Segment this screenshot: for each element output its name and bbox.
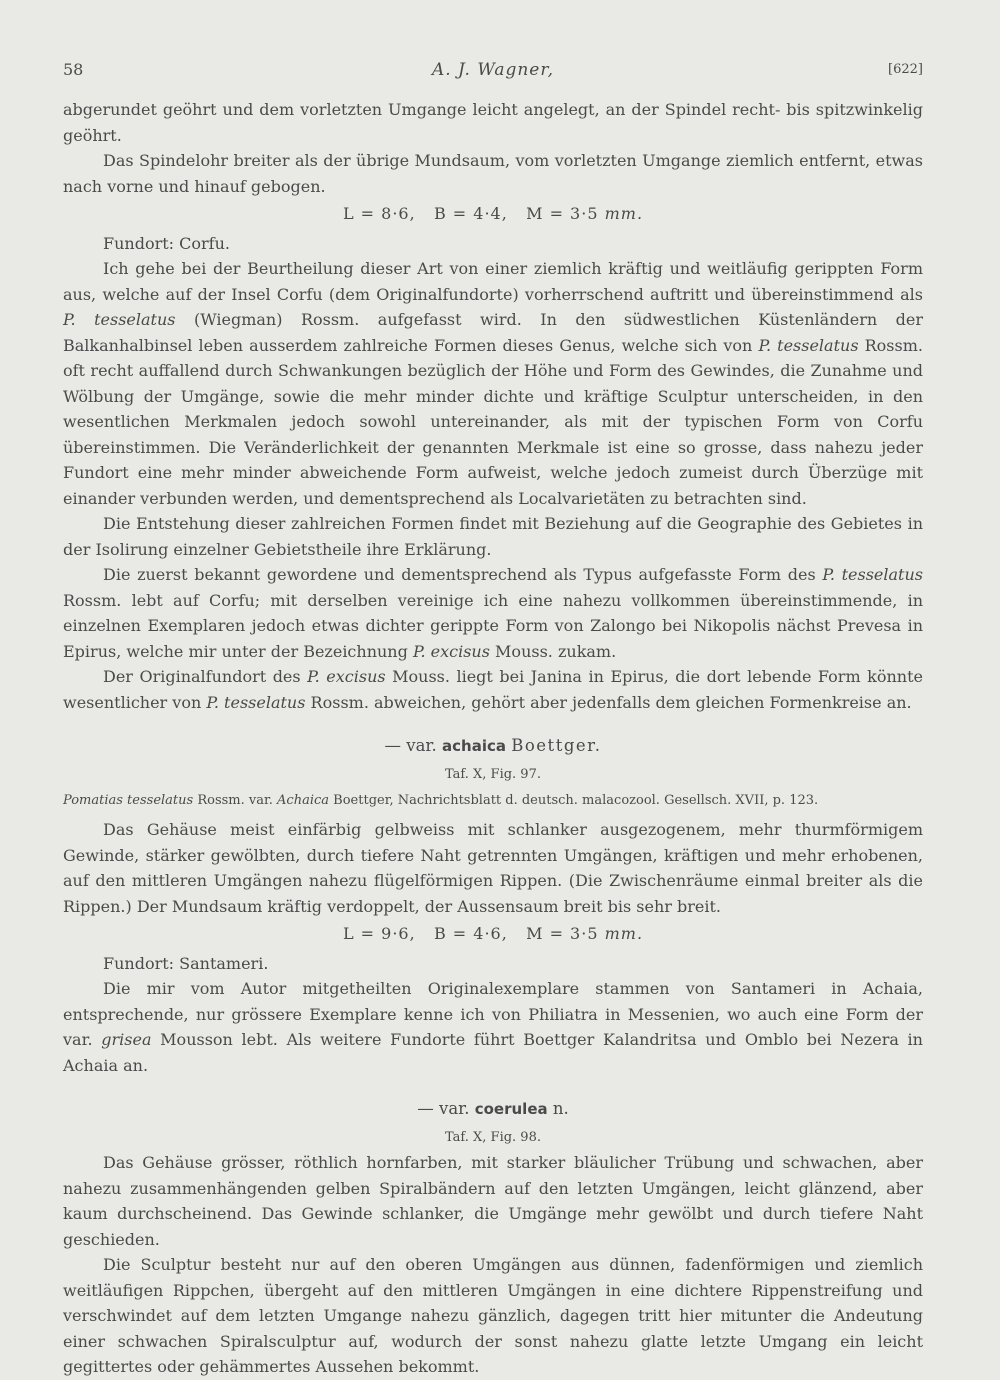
paragraph: Der Originalfundort des P. excisus Mouss. liegt bei Janina in Epirus, die dort lebende Form könnte wesentlicher von P. tesselatus Rossm. abweichen, gehört aber jedenfalls dem gleichen Formenkreise an. <box>63 667 923 712</box>
locality: Fundort: Corfu. <box>103 233 230 253</box>
running-head-author: A. J. Wagner, <box>431 60 555 80</box>
page-number: 58 <box>63 60 84 79</box>
bracket-page-number: [622] <box>888 62 923 77</box>
paragraph: Das Spindelohr breiter als der übrige Mundsaum, vom vorletzten Umgange ziemlich entfernt, etwas nach vorne und hinauf gebogen. <box>63 151 923 196</box>
measurements: L = 9·6, B = 4·6, M = 3·5 mm. <box>342 924 644 943</box>
paragraph: Die Sculptur besteht nur auf den oberen Umgängen aus dünnen, fadenförmigen und ziemlich weitläufigen Rippchen, übergeht auf den mittleren Umgängen in eine dichtere Rippenstreifung und verschwindet auf dem letzten Umgange nahezu gänzlich, dagegen tritt hier mitunter die Andeutung einer schwachen Spiralsculptur auf, wodurch der sonst nahezu glatte letzte Umgang ein leicht gegittertes oder gehämmertes Aussehen bekommt. <box>63 1255 923 1376</box>
paragraph: Ich gehe bei der Beurtheilung dieser Art von einer ziemlich kräftig und weitläufig gerippten Form aus, welche auf der Insel Corfu (dem Originalfundorte) vorherrschend auftritt und übereinstimmend als P. tesselatus (Wiegman) Rossm. aufgefasst wird. In den südwestlichen Küstenländern der Balkanhalbinsel leben ausserdem zahlreiche Formen dieses Genus, welche sich von P. tesselatus Rossm. oft recht auffallend durch Schwankungen bezüglich der Höhe und Form des Gewindes, die Zunahme und Wölbung der Umgänge, sowie die mehr minder dichte und kräftige Sculptur unterscheiden, in den wesentlichen Merkmalen jedoch sowohl untereinander, als mit der typischen Form von Corfu übereinstimmen. Die Veränderlichkeit der genannten Merkmale ist eine so grosse, dass nahezu jeder Fundort eine mehr minder abweichende Form aufweist, welche jedoch zumeist durch Überzüge mit einander verbunden werden, und dementsprechend als Localvarietäten zu betrachten sind. <box>63 259 923 508</box>
paragraph: Die zuerst bekannt gewordene und dementsprechend als Typus aufgefasste Form des P. tesselatus Rossm. lebt auf Corfu; mit derselben vereinige ich eine nahezu vollkommen übereinstimmende, in einzelnen Exemplaren jedoch etwas dichter gerippte Form von Zalongo bei Nikopolis nächst Prevesa in Epirus, welche mir unter der Bezeichnung P. excisus Mouss. zukam. <box>63 565 924 661</box>
paragraph: Das Gehäuse grösser, röthlich hornfarben, mit starker bläulicher Trübung und schwachen, aber nahezu zusammenhängenden gelben Spiralbändern auf den letzten Umgängen, leicht glänzend, aber kaum durchscheinend. Das Gewinde schlanker, die Umgänge mehr gewölbt und durch tiefere Naht geschieden. <box>63 1153 923 1249</box>
citation: Pomatias tesselatus Rossm. var. Achaica Boettger, Nachrichtsblatt d. deutsch. malacozool. Gesellsch. XVII, p. 123. <box>63 793 819 808</box>
measurements: L = 8·6, B = 4·4, M = 3·5 mm. <box>342 204 644 223</box>
paragraph: Das Gehäuse meist einfärbig gelbweiss mit schlanker ausgezogenem, mehr thurmförmigem Gewinde, stärker gewölbten, durch tiefere Naht getrennten Umgängen, kräftigen und mehr erhobenen, auf den mittleren Umgängen nahezu flügelförmigen Rippen. (Die Zwischenräume einmal breiter als die Rippen.) Der Mundsaum kräftig verdoppelt, der Aussensaum breit bis sehr breit. <box>63 820 923 916</box>
plate-reference: Taf. X, Fig. 98. <box>445 1129 541 1145</box>
paragraph: Die Entstehung dieser zahlreichen Formen findet mit Beziehung auf die Geographie des Gebietes in der Isolirung einzelner Gebietstheile ihre Erklärung. <box>63 514 923 559</box>
variety-heading: — var. achaica Boettger. <box>384 736 602 755</box>
paragraph: Die mir vom Autor mitgetheilten Originalexemplare stammen von Santameri in Achaia, entsprechende, nur grössere Exemplare kenne ich von Philiatra in Messenien, wo auch eine Form der var. grisea Mousson lebt. Als weitere Fundorte führt Boettger Kalandritsa und Omblo bei Nezera in Achaia an. <box>63 979 923 1075</box>
locality: Fundort: Santameri. <box>103 953 269 973</box>
body-text <box>63 97 923 1380</box>
plate-reference: Taf. X, Fig. 97. <box>445 766 541 782</box>
paragraph: abgerundet geöhrt und dem vorletzten Umgange leicht angelegt, an der Spindel recht- bis spitzwinkelig geöhrt. <box>63 100 923 145</box>
variety-heading: — var. coerulea n. <box>417 1099 569 1118</box>
